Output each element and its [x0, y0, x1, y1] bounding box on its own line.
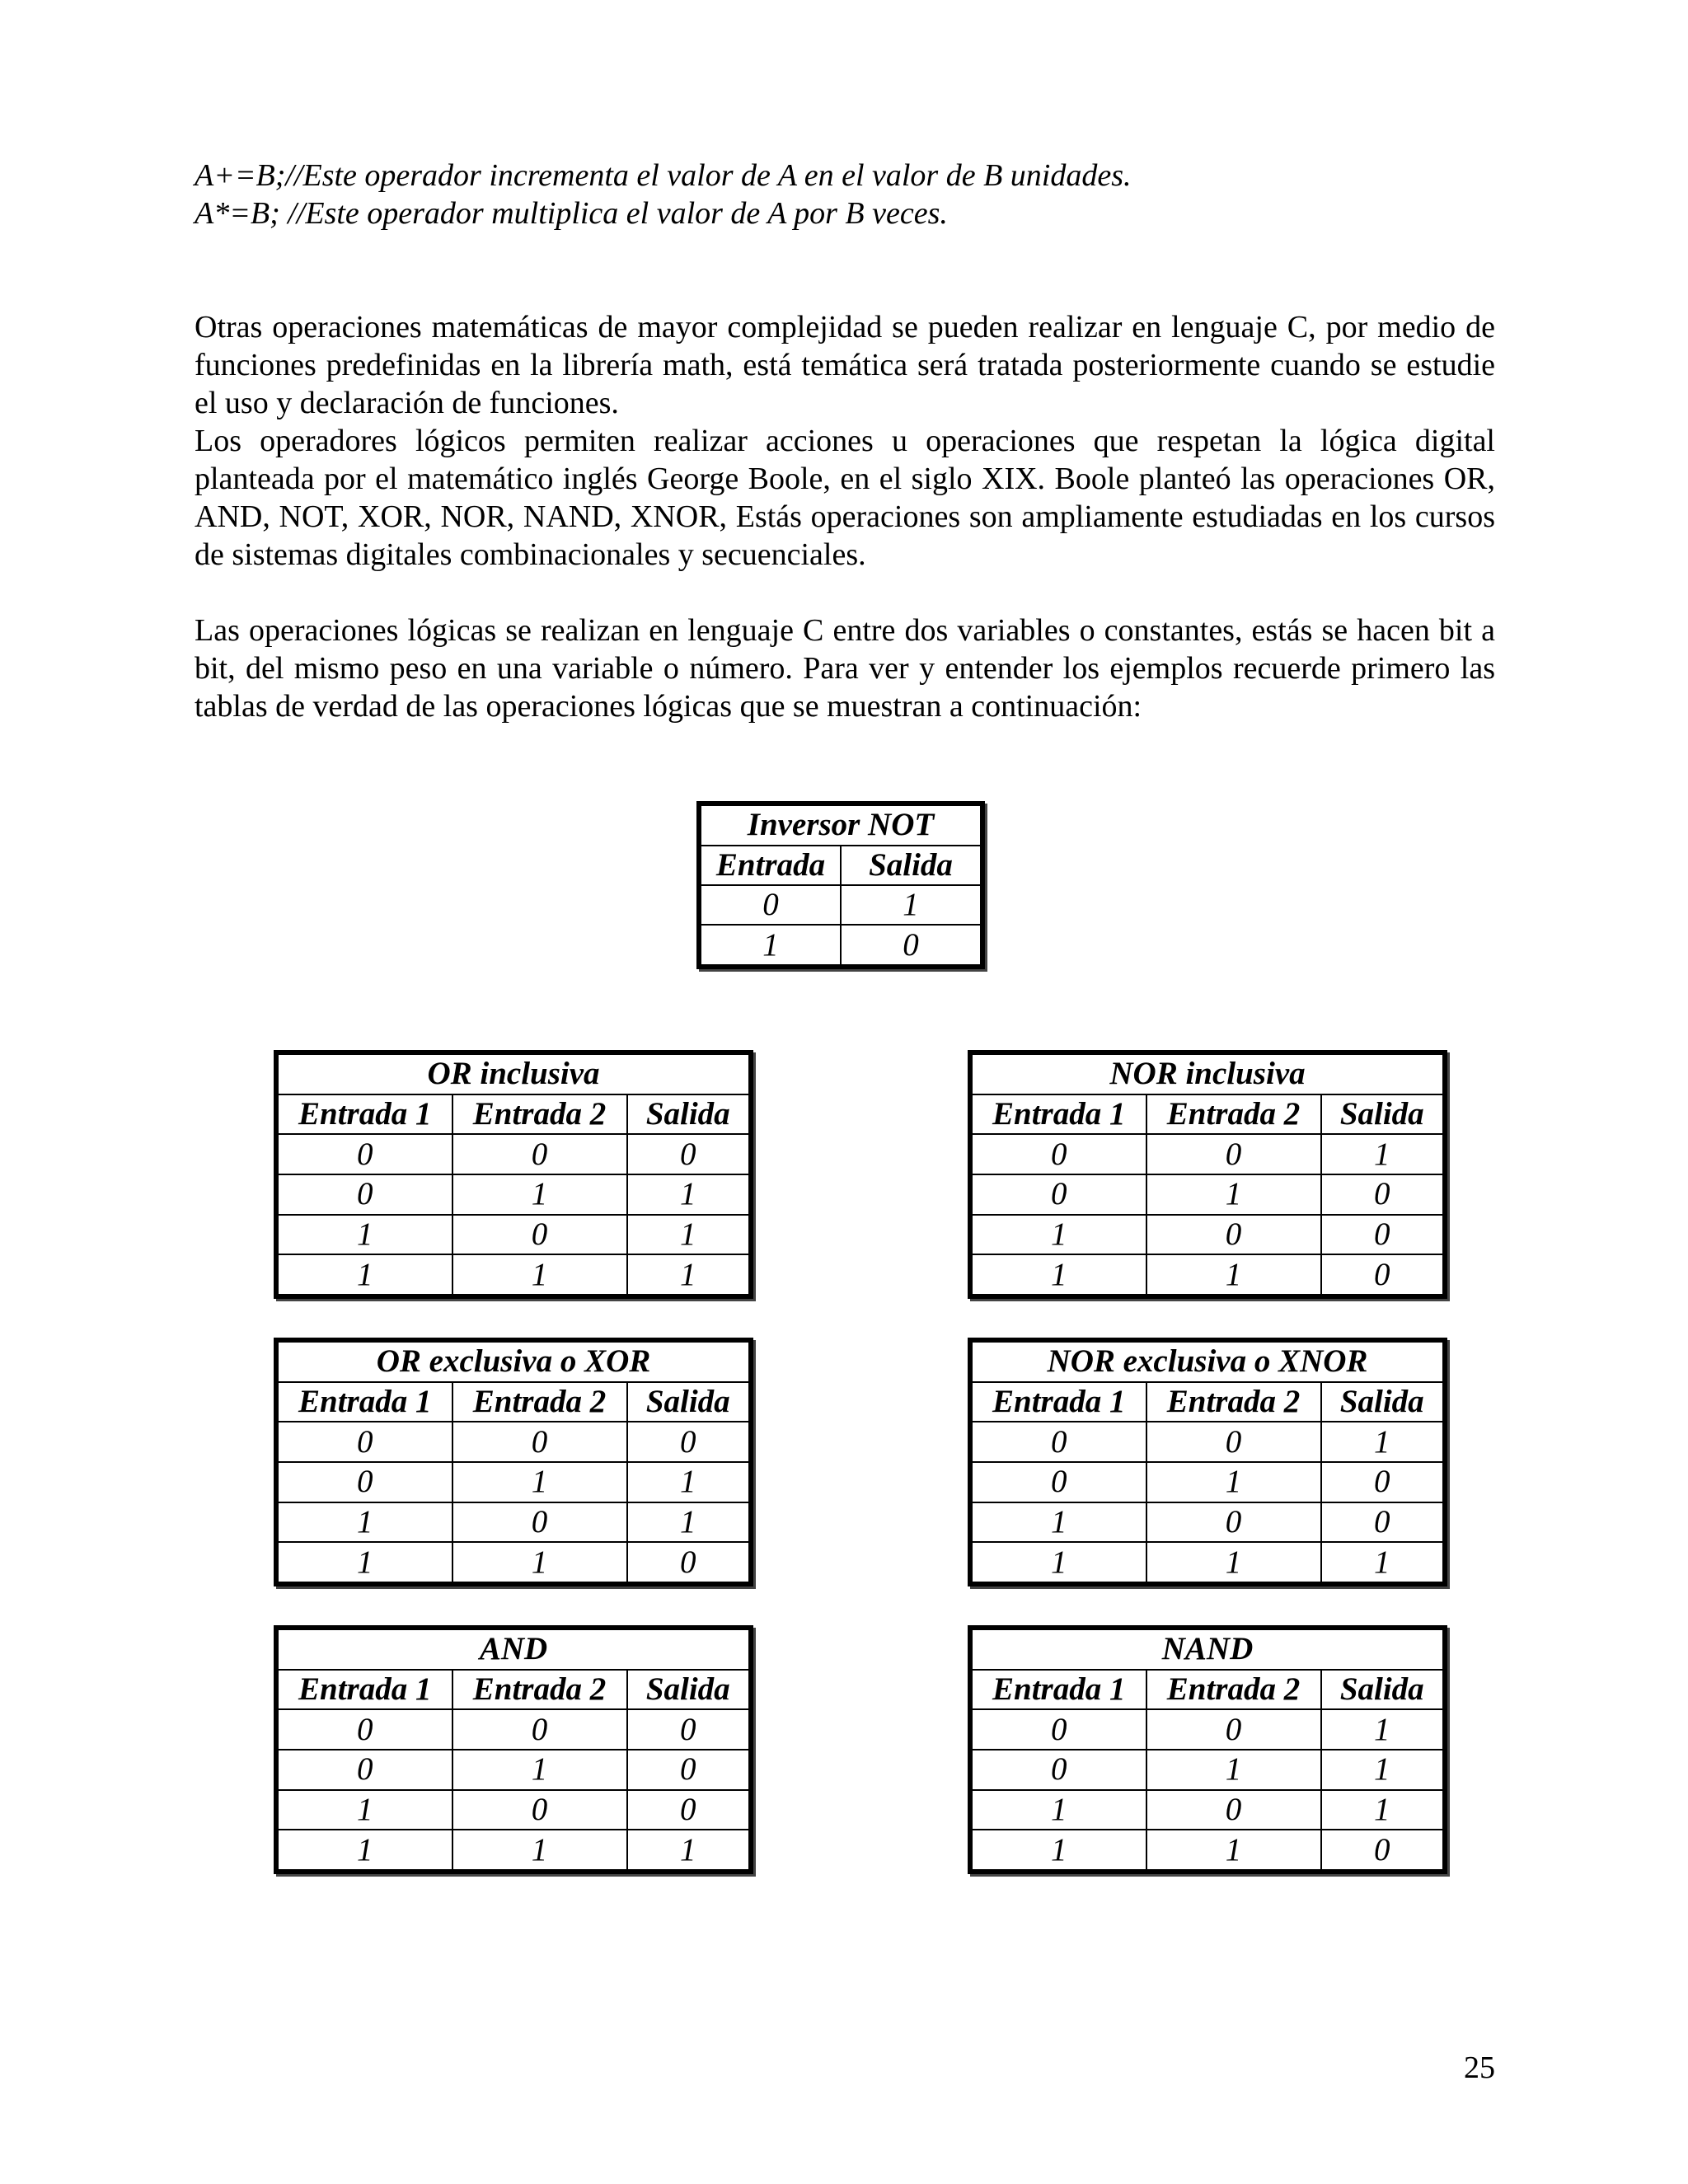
table-cell: 1	[452, 1750, 627, 1790]
table-cell: 0	[452, 1134, 627, 1174]
table-cell: 0	[627, 1542, 750, 1582]
table-row	[278, 1750, 750, 1790]
column-header: Entrada 2	[1146, 1670, 1321, 1710]
column-header: Entrada 2	[452, 1670, 627, 1710]
table-cell: 1	[278, 1830, 452, 1870]
table-row	[972, 1462, 1444, 1502]
table-cell: 1	[972, 1215, 1146, 1255]
table-cell: 1	[452, 1174, 627, 1215]
table-cell: 1	[1146, 1174, 1321, 1215]
table-cell: 0	[627, 1422, 750, 1462]
table-title: NOR exclusiva o XNOR	[972, 1342, 1444, 1382]
table-cell: 1	[1146, 1830, 1321, 1870]
table-cell: 0	[452, 1215, 627, 1255]
table-cell: 0	[1146, 1709, 1321, 1750]
table-cell: 1	[972, 1830, 1146, 1870]
table-row	[972, 1542, 1444, 1582]
table-row	[972, 1422, 1444, 1462]
table-cell: 0	[627, 1750, 750, 1790]
table-cell: 0	[278, 1462, 452, 1502]
table-cell: 0	[627, 1709, 750, 1750]
truth-table-or	[274, 1050, 753, 1299]
table-cell: 1	[278, 1542, 452, 1582]
column-header: Entrada 2	[452, 1094, 627, 1135]
table-cell: 0	[1321, 1462, 1444, 1502]
table-cell: 1	[452, 1542, 627, 1582]
table-cell: 1	[1321, 1709, 1444, 1750]
column-header: Salida	[841, 846, 982, 885]
table-cell: 0	[1321, 1830, 1444, 1870]
table-cell: 1	[278, 1215, 452, 1255]
table-row	[701, 925, 982, 965]
table-row	[972, 1790, 1444, 1830]
table-cell: 0	[452, 1422, 627, 1462]
paragraph: Las operaciones lógicas se realizan en lenguaje C entre dos variables o constantes, estás se hacen bit a bit, del mismo peso en una variable o número. Para ver y entender los ejemplos recuerde primero las tablas de verdad de las operaciones lógicas que se muestran a continuación:	[195, 613, 1495, 724]
table-cell: 0	[278, 1134, 452, 1174]
table-cell: 0	[972, 1174, 1146, 1215]
table-row	[972, 1174, 1444, 1215]
table-row	[972, 1215, 1444, 1255]
column-header: Salida	[627, 1382, 750, 1422]
table-cell: 0	[972, 1709, 1146, 1750]
column-header: Entrada 1	[972, 1670, 1146, 1710]
table-cell: 0	[627, 1134, 750, 1174]
code-line: A+=B;//Este operador incrementa el valor de A en el valor de B unidades.	[195, 158, 1132, 193]
table-cell: 0	[1146, 1502, 1321, 1543]
table-cell: 0	[1146, 1134, 1321, 1174]
table-row	[278, 1542, 750, 1582]
table-row	[972, 1502, 1444, 1543]
table-cell: 0	[627, 1790, 750, 1830]
table-row	[701, 885, 982, 925]
table-title: NOR inclusiva	[972, 1054, 1444, 1094]
table-cell: 0	[278, 1709, 452, 1750]
table-cell: 0	[1146, 1215, 1321, 1255]
table-cell: 1	[1321, 1134, 1444, 1174]
table-cell: 0	[972, 1134, 1146, 1174]
column-header: Entrada 1	[972, 1382, 1146, 1422]
table-cell: 1	[1146, 1542, 1321, 1582]
table-row	[278, 1174, 750, 1215]
table-cell: 1	[701, 925, 842, 965]
table-cell: 0	[452, 1790, 627, 1830]
paragraph: Otras operaciones matemáticas de mayor complejidad se pueden realizar en lenguaje C, por medio de funciones predefinidas en la librería math, está temática será tratada posteriormente cuando se estudie el uso y declaración de funciones.	[195, 310, 1495, 420]
table-cell: 0	[1146, 1422, 1321, 1462]
table-cell: 1	[452, 1254, 627, 1295]
table-cell: 1	[1146, 1750, 1321, 1790]
column-header: Entrada 1	[278, 1382, 452, 1422]
table-title: AND	[278, 1629, 750, 1670]
table-row	[278, 1502, 750, 1543]
table-cell: 0	[1321, 1502, 1444, 1543]
truth-table-nand	[968, 1625, 1447, 1874]
table-cell: 1	[1321, 1750, 1444, 1790]
code-line: A*=B; //Este operador multiplica el valor de A por B veces.	[195, 196, 948, 231]
truth-table-nor	[968, 1050, 1447, 1299]
table-cell: 1	[972, 1790, 1146, 1830]
table-cell: 1	[1321, 1542, 1444, 1582]
table-row	[972, 1254, 1444, 1295]
table-cell: 0	[452, 1502, 627, 1543]
table-cell: 0	[972, 1422, 1146, 1462]
table-cell: 0	[278, 1174, 452, 1215]
truth-table-xor	[274, 1338, 753, 1586]
table-cell: 1	[627, 1254, 750, 1295]
table-cell: 1	[1146, 1254, 1321, 1295]
column-header: Entrada 2	[452, 1382, 627, 1422]
column-header: Entrada 1	[278, 1670, 452, 1710]
table-cell: 1	[278, 1254, 452, 1295]
table-row	[278, 1254, 750, 1295]
table-cell: 0	[841, 925, 982, 965]
table-title: Inversor NOT	[701, 805, 982, 846]
table-cell: 1	[627, 1462, 750, 1502]
truth-table-xnor	[968, 1338, 1447, 1586]
table-cell: 1	[841, 885, 982, 925]
table-cell: 1	[972, 1542, 1146, 1582]
table-title: OR exclusiva o XOR	[278, 1342, 750, 1382]
table-cell: 1	[972, 1254, 1146, 1295]
table-cell: 1	[1321, 1422, 1444, 1462]
table-cell: 1	[1146, 1462, 1321, 1502]
table-row	[972, 1750, 1444, 1790]
table-cell: 1	[452, 1462, 627, 1502]
table-cell: 0	[1321, 1174, 1444, 1215]
truth-table-and	[274, 1625, 753, 1874]
table-cell: 0	[278, 1750, 452, 1790]
table-cell: 0	[278, 1422, 452, 1462]
column-header: Salida	[1321, 1094, 1444, 1135]
table-row	[278, 1462, 750, 1502]
column-header: Salida	[627, 1094, 750, 1135]
table-cell: 1	[452, 1830, 627, 1870]
table-cell: 1	[972, 1502, 1146, 1543]
column-header: Salida	[627, 1670, 750, 1710]
table-cell: 1	[627, 1830, 750, 1870]
paragraph: Los operadores lógicos permiten realizar acciones u operaciones que respetan la lógica digital planteada por el matemático inglés George Boole, en el siglo XIX. Boole planteó las operaciones OR, AND, NOT, XOR, NOR, NAND, XNOR, Estás operaciones son ampliamente estudiadas en los cursos de sistemas digitales combinacionales y secuenciales.	[195, 424, 1495, 572]
table-cell: 0	[701, 885, 842, 925]
table-cell: 0	[1146, 1790, 1321, 1830]
table-row	[278, 1709, 750, 1750]
table-cell: 1	[627, 1502, 750, 1543]
table-title: NAND	[972, 1629, 1444, 1670]
table-row	[278, 1134, 750, 1174]
column-header: Entrada 1	[972, 1094, 1146, 1135]
table-cell: 0	[452, 1709, 627, 1750]
table-row	[278, 1790, 750, 1830]
table-row	[278, 1215, 750, 1255]
column-header: Salida	[1321, 1382, 1444, 1422]
table-title: OR inclusiva	[278, 1054, 750, 1094]
table-cell: 1	[627, 1215, 750, 1255]
table-row	[278, 1830, 750, 1870]
table-row	[972, 1830, 1444, 1870]
page-number: 25	[1464, 2050, 1495, 2085]
table-cell: 1	[278, 1502, 452, 1543]
table-cell: 0	[972, 1462, 1146, 1502]
table-row	[278, 1422, 750, 1462]
column-header: Entrada 2	[1146, 1094, 1321, 1135]
column-header: Entrada 1	[278, 1094, 452, 1135]
table-cell: 0	[1321, 1215, 1444, 1255]
table-row	[972, 1134, 1444, 1174]
table-row	[972, 1709, 1444, 1750]
table-cell: 1	[627, 1174, 750, 1215]
table-cell: 1	[1321, 1790, 1444, 1830]
column-header: Salida	[1321, 1670, 1444, 1710]
column-header: Entrada 2	[1146, 1382, 1321, 1422]
table-cell: 0	[1321, 1254, 1444, 1295]
table-cell: 1	[278, 1790, 452, 1830]
column-header: Entrada	[701, 846, 842, 885]
table-cell: 0	[972, 1750, 1146, 1790]
truth-table-not	[696, 801, 985, 969]
